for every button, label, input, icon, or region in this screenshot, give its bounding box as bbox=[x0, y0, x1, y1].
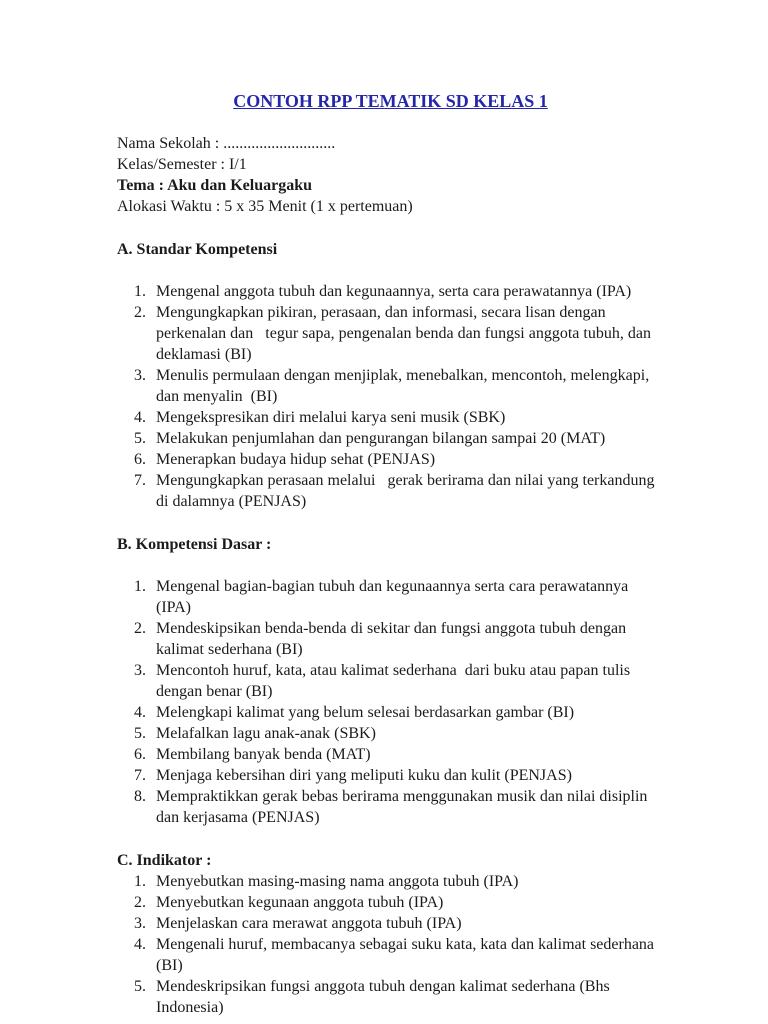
item-text: Melakukan penjumlahan dan pengurangan bilangan sampai 20 (MAT) bbox=[156, 430, 606, 447]
list-item bbox=[117, 765, 664, 786]
item-text: Mengenal anggota tubuh dan kegunaannya, serta cara perawatannya (IPA) bbox=[156, 283, 632, 300]
item-text: Menerapkan budaya hidup sehat (PENJAS) bbox=[156, 451, 436, 468]
item-text: Menyebutkan kegunaan anggota tubuh (IPA) bbox=[156, 894, 444, 911]
section-standar-kompetensi bbox=[117, 239, 664, 512]
item-text: Mengenali huruf, membacanya sebagai suku kata, kata dan kalimat sederhana (BI) bbox=[156, 936, 659, 974]
list-item bbox=[117, 744, 664, 765]
section-heading-indikator: C. Indikator : bbox=[117, 852, 212, 869]
item-text: Mengungkapkan perasaan melalui gerak berirama dan nilai yang terkandung di dalamnya (PENJAS) bbox=[156, 472, 659, 510]
list-indikator bbox=[117, 871, 664, 1018]
list-item bbox=[117, 892, 664, 913]
meta-kelas-semester: Kelas/Semester : I/1 bbox=[117, 156, 247, 173]
item-number: 5. bbox=[134, 978, 146, 995]
item-number: 5. bbox=[134, 725, 146, 742]
item-text: Mendeskipsikan benda-benda di sekitar dan fungsi anggota tubuh dengan kalimat sederhana (BI) bbox=[156, 620, 631, 658]
item-text: Menjelaskan cara merawat anggota tubuh (IPA) bbox=[156, 915, 462, 932]
section-heading-kompetensi-dasar: B. Kompetensi Dasar : bbox=[117, 536, 272, 553]
list-item bbox=[117, 407, 664, 428]
section-kompetensi-dasar bbox=[117, 534, 664, 828]
item-text: Mendeskripsikan fungsi anggota tubuh dengan kalimat sederhana (Bhs Indonesia) bbox=[156, 978, 614, 1016]
item-number: 3. bbox=[134, 367, 146, 384]
item-text: Melengkapi kalimat yang belum selesai berdasarkan gambar (BI) bbox=[156, 704, 575, 721]
meta-block bbox=[117, 133, 664, 217]
item-text: Membilang banyak benda (MAT) bbox=[156, 746, 371, 763]
list-item bbox=[117, 618, 664, 660]
item-text: Mencontoh huruf, kata, atau kalimat sederhana dari buku atau papan tulis dengan benar (BI) bbox=[156, 662, 635, 700]
item-text: Menyebutkan masing-masing nama anggota tubuh (IPA) bbox=[156, 873, 519, 890]
item-number: 4. bbox=[134, 936, 146, 953]
item-number: 2. bbox=[134, 620, 146, 637]
item-number: 7. bbox=[134, 767, 146, 784]
list-item bbox=[117, 723, 664, 744]
list-item bbox=[117, 660, 664, 702]
item-number: 2. bbox=[134, 304, 146, 321]
item-text: Mengekspresikan diri melalui karya seni musik (SBK) bbox=[156, 409, 506, 426]
item-number: 4. bbox=[134, 409, 146, 426]
item-text: Mengungkapkan pikiran, perasaan, dan informasi, secara lisan dengan perkenalan dan tegur sapa, pengenalan benda dan fungsi anggota tubuh, dan deklamasi (BI) bbox=[156, 304, 655, 363]
item-number: 2. bbox=[134, 894, 146, 911]
section-heading-standar-kompetensi: A. Standar Kompetensi bbox=[117, 241, 278, 258]
meta-tema: Tema : Aku dan Keluargaku bbox=[117, 177, 313, 194]
page-title: CONTOH RPP TEMATIK SD KELAS 1 bbox=[233, 91, 548, 111]
item-text: Melafalkan lagu anak-anak (SBK) bbox=[156, 725, 376, 742]
item-text: Menjaga kebersihan diri yang meliputi kuku dan kulit (PENJAS) bbox=[156, 767, 572, 784]
list-item bbox=[117, 576, 664, 618]
list-item bbox=[117, 786, 664, 828]
item-number: 5. bbox=[134, 430, 146, 447]
list-item bbox=[117, 470, 664, 512]
list-item bbox=[117, 702, 664, 723]
item-text: Menulis permulaan dengan menjiplak, menebalkan, mencontoh, melengkapi, dan menyalin (BI) bbox=[156, 367, 654, 405]
item-number: 6. bbox=[134, 451, 146, 468]
item-number: 6. bbox=[134, 746, 146, 763]
list-item bbox=[117, 871, 664, 892]
list-item bbox=[117, 428, 664, 449]
list-item bbox=[117, 913, 664, 934]
list-item bbox=[117, 302, 664, 365]
item-number: 8. bbox=[134, 788, 146, 805]
list-item bbox=[117, 281, 664, 302]
item-text: Mengenal bagian-bagian tubuh dan kegunaannya serta cara perawatannya (IPA) bbox=[156, 578, 633, 616]
list-item bbox=[117, 449, 664, 470]
meta-nama-sekolah: Nama Sekolah : ............................ bbox=[117, 135, 336, 152]
item-number: 1. bbox=[134, 873, 146, 890]
item-number: 4. bbox=[134, 704, 146, 721]
item-number: 7. bbox=[134, 472, 146, 489]
list-standar-kompetensi bbox=[117, 281, 664, 512]
list-item bbox=[117, 934, 664, 976]
list-kompetensi-dasar bbox=[117, 576, 664, 828]
list-item bbox=[117, 365, 664, 407]
item-text: Mempraktikkan gerak bebas berirama menggunakan musik dan nilai disiplin dan kerjasama (PENJAS) bbox=[156, 788, 652, 826]
item-number: 3. bbox=[134, 915, 146, 932]
meta-alokasi-waktu: Alokasi Waktu : 5 x 35 Menit (1 x pertemuan) bbox=[117, 198, 413, 215]
item-number: 1. bbox=[134, 578, 146, 595]
item-number: 3. bbox=[134, 662, 146, 679]
section-indikator bbox=[117, 850, 664, 1018]
item-number: 1. bbox=[134, 283, 146, 300]
list-item bbox=[117, 976, 664, 1018]
